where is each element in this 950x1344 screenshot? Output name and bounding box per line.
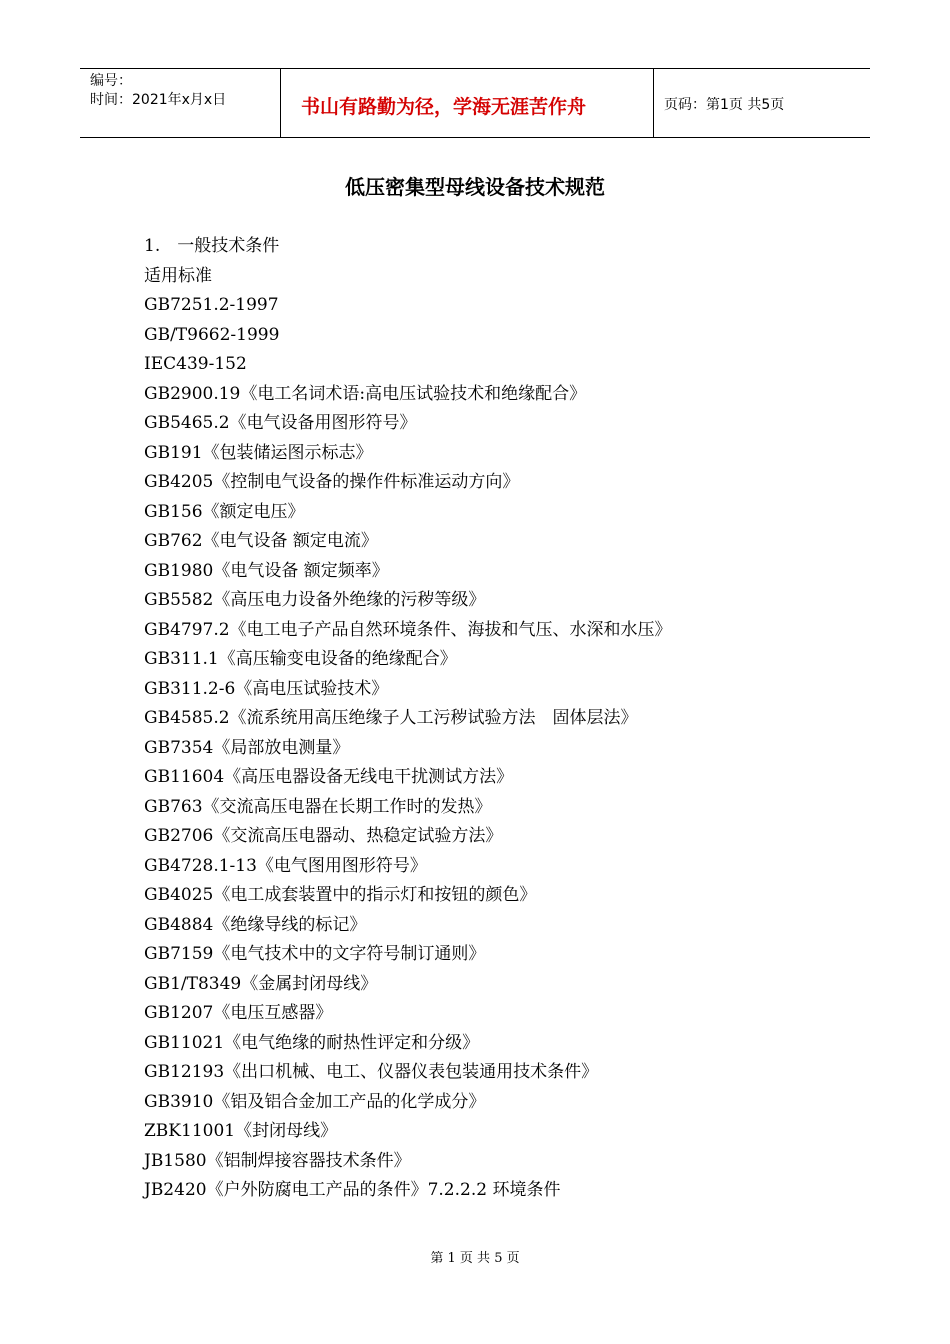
motto-text: 书山有路勤为径，学海无涯苦作舟 xyxy=(301,95,587,118)
standard-item: GB763《交流高压电器在长期工作时的发热》 xyxy=(144,796,492,817)
standard-item: GB4884《绝缘导线的标记》 xyxy=(144,914,367,935)
standard-item: IEC439-152 xyxy=(144,354,247,374)
standard-item: GB7251.2-1997 xyxy=(144,295,279,315)
standard-item: GB311.1《高压输变电设备的绝缘配合》 xyxy=(144,649,457,669)
standard-item: GB311.2-6《高电压试验技术》 xyxy=(144,678,389,699)
standard-item: GB4205《控制电气设备的操作件标准运动方向》 xyxy=(144,472,520,492)
standard-item: GB762《电气设备 额定电流》 xyxy=(144,531,378,551)
document-body xyxy=(144,232,844,1206)
standard-item: ZBK11001《封闭母线》 xyxy=(144,1121,338,1141)
standard-item: GB2706《交流高压电器动、热稳定试验方法》 xyxy=(144,826,503,846)
standard-item: JB2420《户外防腐电工产品的条件》7.2.2.2 环境条件 xyxy=(144,1180,561,1200)
number-label: 编号： xyxy=(90,73,132,89)
standard-item: GB/T9662-1999 xyxy=(144,324,280,345)
standard-item: GB4728.1-13《电气图用图形符号》 xyxy=(144,855,427,876)
standard-item: GB12193《出口机械、电工、仪器仪表包装通用技术条件》 xyxy=(144,1062,599,1082)
standard-item: GB11021《电气绝缘的耐热性评定和分级》 xyxy=(144,1032,480,1053)
standard-item: GB7354《局部放电测量》 xyxy=(144,737,350,758)
standard-item: JB1580《铝制焊接容器技术条件》 xyxy=(144,1150,411,1171)
standard-item: GB1/T8349《金属封闭母线》 xyxy=(144,973,378,994)
standard-item: GB3910《铝及铝合金加工产品的化学成分》 xyxy=(144,1091,486,1112)
header-table xyxy=(80,68,870,138)
header-meta-cell xyxy=(80,69,281,137)
standard-item: GB1207《电压互感器》 xyxy=(144,1003,333,1023)
page-footer: 第 1 页 共 5 页 xyxy=(430,1251,520,1266)
standard-item: GB2900.19《电工名词术语:高电压试验技术和绝缘配合》 xyxy=(144,383,587,404)
page-info-text: 页码：第1页 共5页 xyxy=(664,97,785,113)
standard-item: GB5465.2《电气设备用图形符号》 xyxy=(144,413,417,433)
standard-item: GB4797.2《电工电子产品自然环境条件、海拔和气压、水深和水压》 xyxy=(144,619,672,640)
standard-item: GB156《额定电压》 xyxy=(144,501,305,522)
standard-item: GB5582《高压电力设备外绝缘的污秽等级》 xyxy=(144,590,486,610)
page-info-cell xyxy=(654,69,870,137)
standard-item: GB1980《电气设备 额定频率》 xyxy=(144,560,389,581)
standard-item: GB191《包装储运图示标志》 xyxy=(144,442,373,463)
motto-cell xyxy=(281,69,654,137)
section-heading: 1. 一般技术条件 xyxy=(144,236,280,256)
standard-item: GB7159《电气技术中的文字符号制订通则》 xyxy=(144,944,486,964)
time-label: 时间：2021年x月x日 xyxy=(90,92,227,108)
standard-item: GB4025《电工成套装置中的指示灯和按钮的颜色》 xyxy=(144,885,537,905)
standard-item: GB11604《高压电器设备无线电干扰测试方法》 xyxy=(144,767,514,787)
document-title: 低压密集型母线设备技术规范 xyxy=(345,175,605,199)
subsection-label: 适用标准 xyxy=(144,265,212,286)
standard-item: GB4585.2《流系统用高压绝缘子人工污秽试验方法 固体层法》 xyxy=(144,708,638,728)
